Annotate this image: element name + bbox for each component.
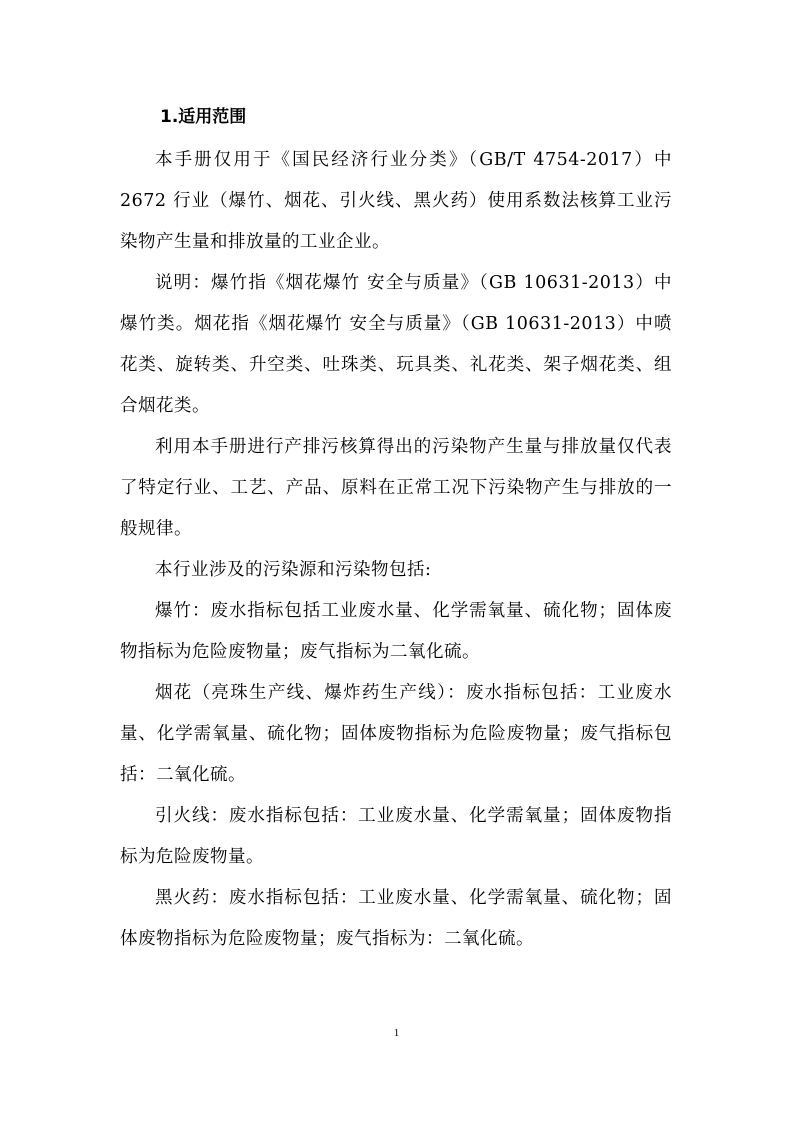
paragraph-fireworks: 烟花（亮珠生产线、爆炸药生产线）：废水指标包括：工业废水量、化学需氧量、硫化物；固体废物指标为危险废物量；废气指标包括：二氧化硫。 xyxy=(120,683,672,785)
paragraph-pollutants-intro: 本行业涉及的污染源和污染物包括: xyxy=(155,560,432,580)
paragraph-scope: 本手册仅用于《国民经济行业分类》（GB/T 4754-2017）中 2672 行业（爆竹、烟花、引火线、黑火药）使用系数法核算工业污染物产生量和排放量的工业企业。 xyxy=(120,150,672,252)
paragraph-firecrackers: 爆竹：废水指标包括工业废水量、化学需氧量、硫化物；固体废物指标为危险废物量；废气指标为二氧化硫。 xyxy=(120,601,672,662)
paragraph-fuse: 引火线：废水指标包括：工业废水量、化学需氧量；固体废物指标为危险废物量。 xyxy=(120,806,672,867)
paragraph-explanation: 说明：爆竹指《烟花爆竹 安全与质量》（GB 10631-2013）中爆竹类。烟花指《烟花爆竹 安全与质量》（GB 10631-2013）中喷花类、旋转类、升空类、吐珠类、玩具类、礼花类、架子烟花类、组合烟花类。 xyxy=(120,273,672,416)
page-number: 1 xyxy=(393,1027,400,1039)
section-heading: 1.适用范围 xyxy=(160,107,247,127)
page-content xyxy=(120,100,672,960)
paragraph-usage-note: 利用本手册进行产排污核算得出的污染物产生量与排放量仅代表了特定行业、工艺、产品、原料在正常工况下污染物产生与排放的一般规律。 xyxy=(120,437,672,539)
paragraph-black-powder: 黑火药：废水指标包括：工业废水量、化学需氧量、硫化物；固体废物指标为危险废物量；废气指标为：二氧化硫。 xyxy=(120,888,672,949)
